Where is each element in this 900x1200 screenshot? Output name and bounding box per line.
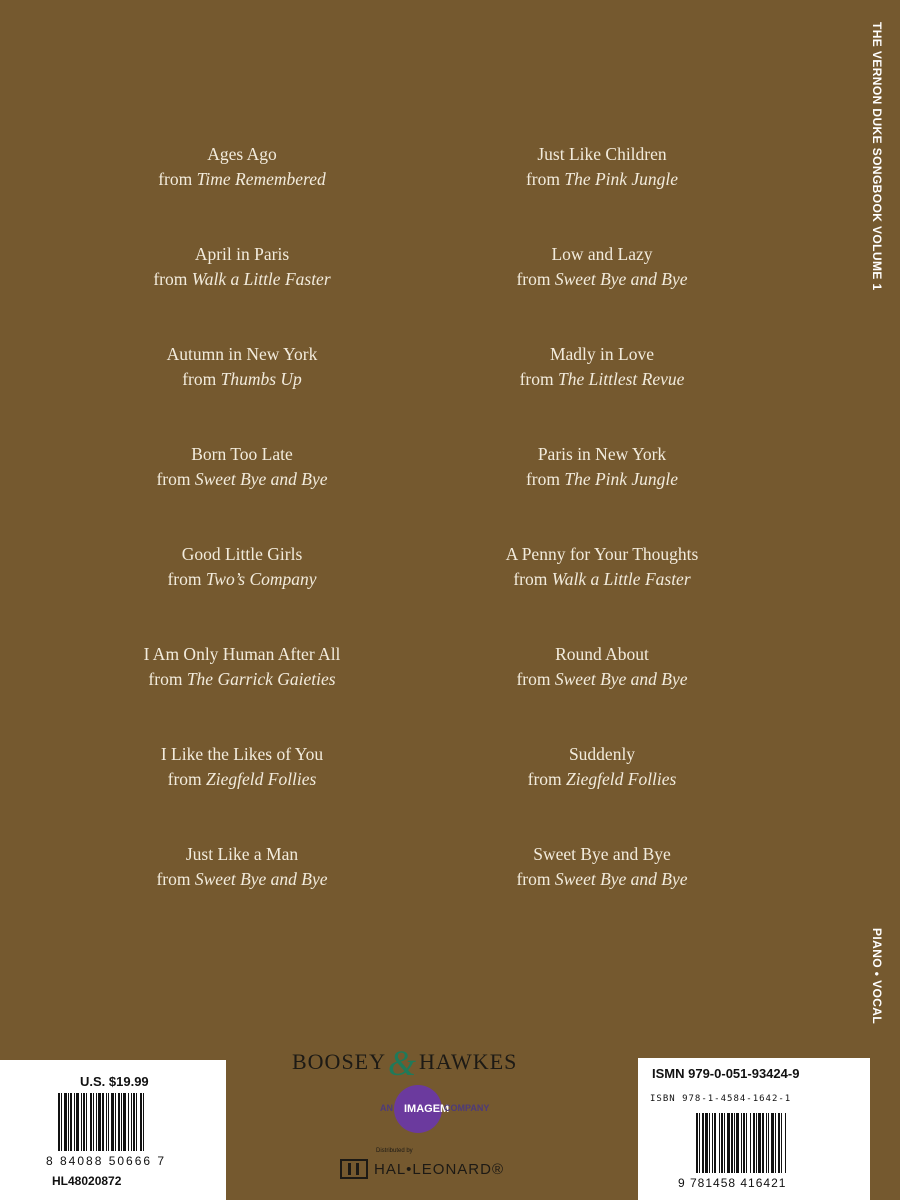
song-source: from Sweet Bye and Bye [156, 869, 328, 889]
song-entry [442, 642, 762, 742]
song-entry [442, 442, 762, 542]
show-name: Sweet Bye and Bye [554, 269, 688, 289]
ampersand-icon: & [388, 1043, 418, 1083]
isbn-barcode-number: 9 781458 416421 [678, 1176, 787, 1190]
song-source: from The Pink Jungle [525, 469, 679, 489]
publisher-name-right: HAWKES [419, 1049, 518, 1074]
price-barcode-box [0, 1060, 226, 1200]
song-list-right [442, 142, 762, 942]
song-source: from Sweet Bye and Bye [516, 869, 688, 889]
song-entry [82, 142, 402, 242]
hal-leonard-logo [340, 1158, 504, 1180]
song-title: Round About [555, 644, 649, 664]
publisher-name-left: BOOSEY [292, 1049, 387, 1074]
song-source: from Walk a Little Faster [513, 569, 691, 589]
song-title: A Penny for Your Thoughts [505, 544, 699, 564]
show-name: Time Remembered [196, 169, 326, 189]
song-title: Just Like Children [537, 144, 667, 164]
show-name: The Littlest Revue [558, 369, 685, 389]
show-name: Sweet Bye and Bye [554, 669, 688, 689]
show-name: Ziegfeld Follies [206, 769, 317, 789]
song-entry [442, 242, 762, 342]
song-entry [442, 142, 762, 242]
song-entry [82, 442, 402, 542]
spine-title: THE VERNON DUKE SONGBOOK VOLUME 1 [870, 22, 884, 291]
song-title: Good Little Girls [181, 544, 303, 564]
song-source: from Walk a Little Faster [153, 269, 331, 289]
show-name: Walk a Little Faster [191, 269, 331, 289]
show-name: Sweet Bye and Bye [194, 469, 328, 489]
isbn-barcode-box [638, 1058, 870, 1200]
song-source: from Ziegfeld Follies [167, 769, 317, 789]
show-name: Thumbs Up [220, 369, 302, 389]
song-source: from Sweet Bye and Bye [516, 669, 688, 689]
isbn-number: ISBN 978-1-4584-1642-1 [650, 1094, 792, 1104]
barcode-gap [144, 1093, 146, 1151]
song-title: Low and Lazy [551, 244, 653, 264]
song-entry [82, 542, 402, 642]
song-title: Born Too Late [191, 444, 293, 464]
song-source: from Sweet Bye and Bye [516, 269, 688, 289]
show-name: Ziegfeld Follies [566, 769, 677, 789]
show-name: Sweet Bye and Bye [194, 869, 328, 889]
song-source: from Time Remembered [158, 169, 326, 189]
song-source: from Two’s Company [167, 569, 317, 589]
show-name: Sweet Bye and Bye [554, 869, 688, 889]
spine-edition: PIANO • VOCAL [870, 928, 884, 1025]
song-title: Ages Ago [207, 144, 277, 164]
show-name: Walk a Little Faster [551, 569, 691, 589]
song-title: Paris in New York [537, 444, 667, 464]
song-source: from The Littlest Revue [519, 369, 685, 389]
song-source: from The Garrick Gaieties [148, 669, 336, 689]
song-title: Madly in Love [549, 344, 654, 364]
song-title: Suddenly [568, 744, 636, 764]
show-name: Two’s Company [205, 569, 317, 589]
song-entry [82, 342, 402, 442]
imagem-logo: AN IMAGEM COMPANY [380, 1085, 510, 1145]
hal-leonard-icon [340, 1159, 368, 1179]
publisher-logo [292, 1036, 518, 1083]
show-name: The Pink Jungle [564, 469, 679, 489]
song-source: from Sweet Bye and Bye [156, 469, 328, 489]
isbn-barcode [696, 1113, 824, 1173]
song-source: from Ziegfeld Follies [527, 769, 677, 789]
song-entry [442, 842, 762, 942]
price-label: U.S. $19.99 [80, 1074, 149, 1089]
barcode-gap [786, 1113, 788, 1173]
song-entry [442, 342, 762, 442]
item-code: HL48020872 [52, 1174, 122, 1188]
song-source: from Thumbs Up [182, 369, 302, 389]
song-title: April in Paris [194, 244, 290, 264]
distributed-by-label: Distributed by [376, 1148, 413, 1154]
song-source: from The Pink Jungle [525, 169, 679, 189]
song-entry [82, 742, 402, 842]
song-entry [442, 542, 762, 642]
song-title: Autumn in New York [166, 344, 318, 364]
song-title: I Am Only Human After All [143, 644, 341, 664]
song-entry [442, 742, 762, 842]
song-list-left [82, 142, 402, 942]
distributor-name: HAL•LEONARD® [374, 1160, 505, 1178]
ismn-number: ISMN 979-0-051-93424-9 [652, 1066, 800, 1081]
show-name: The Pink Jungle [564, 169, 679, 189]
song-title: I Like the Likes of You [160, 744, 324, 764]
song-entry [82, 242, 402, 342]
song-entry [82, 842, 402, 942]
upc-barcode [58, 1093, 182, 1151]
show-name: The Garrick Gaieties [186, 669, 336, 689]
song-entry [82, 642, 402, 742]
upc-number: 8 84088 50666 7 [46, 1154, 167, 1168]
song-title: Sweet Bye and Bye [533, 844, 671, 864]
song-title: Just Like a Man [185, 844, 299, 864]
